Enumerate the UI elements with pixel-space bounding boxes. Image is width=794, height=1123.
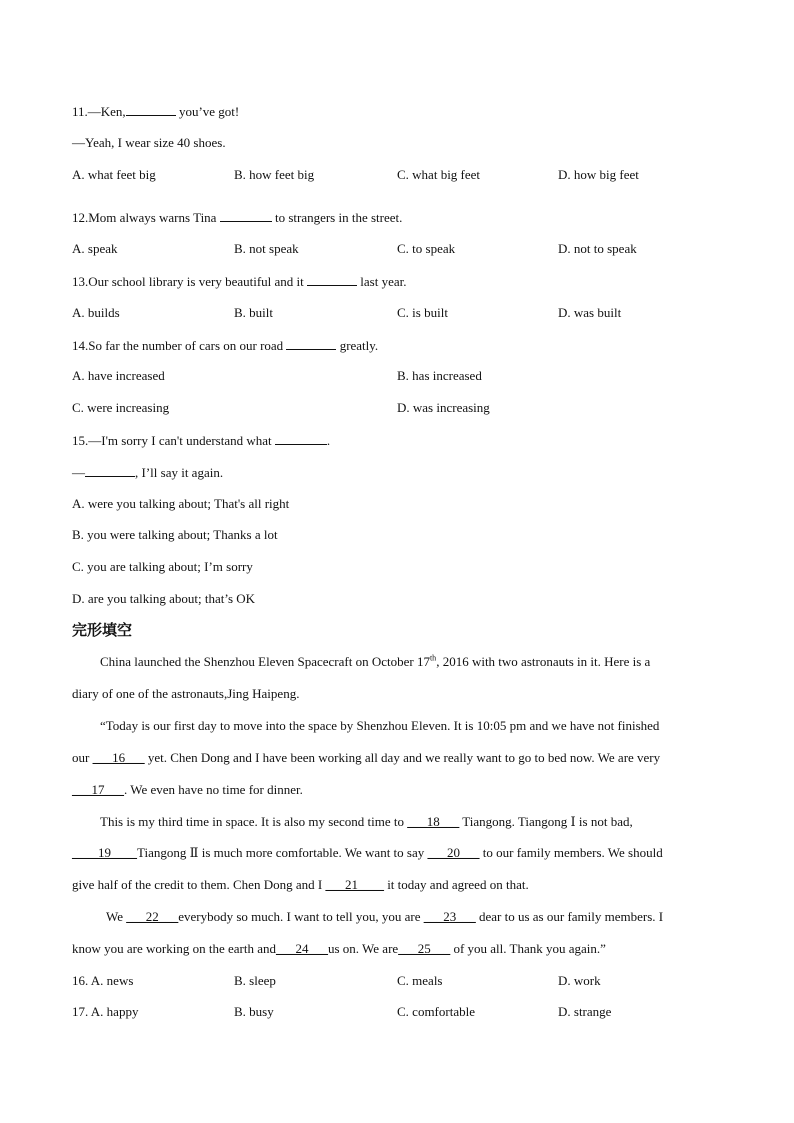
q15-stem: 15.—I'm sorry I can't understand what . xyxy=(72,433,331,448)
q13-option-b[interactable]: B. built xyxy=(234,305,274,320)
q12-option-d[interactable]: D. not to speak xyxy=(558,241,637,256)
q15-reply: — , I’ll say it again. xyxy=(72,465,224,480)
q14-option-a[interactable]: A. have increased xyxy=(72,368,165,383)
q17-option-d[interactable]: D. strange xyxy=(558,1004,612,1019)
blank-21: ___21____ xyxy=(325,877,384,892)
q15-option-b[interactable]: B. you were talking about; Thanks a lot xyxy=(72,527,278,542)
passage-line: This is my third time in space. It is also my second time to ___18___ Tiangong. Tiangong Ⅰ is not bad, xyxy=(100,814,633,829)
q14-option-b[interactable]: B. has increased xyxy=(397,368,482,383)
blank-22: ___22___ xyxy=(126,909,179,924)
passage-line: diary of one of the astronauts,Jing Haipeng. xyxy=(72,686,300,701)
blank-25: ___25___ xyxy=(398,941,451,956)
q11-stem: 11.—Ken, you’ve got! xyxy=(72,104,240,119)
passage-line: ___17___. We even have no time for dinner. xyxy=(72,782,303,797)
q13-option-a[interactable]: A. builds xyxy=(72,305,120,320)
q13-option-c[interactable]: C. is built xyxy=(397,305,448,320)
q11-option-a[interactable]: A. what feet big xyxy=(72,167,156,182)
blank-16: ___16___ xyxy=(92,750,145,765)
q17-option-c[interactable]: C. comfortable xyxy=(397,1004,475,1019)
q17-option-a[interactable]: 17. A. happy xyxy=(72,1004,139,1019)
passage-line: “Today is our first day to move into the space by Shenzhou Eleven. It is 10:05 pm and we have not finished xyxy=(100,718,660,733)
q11-reply: —Yeah, I wear size 40 shoes. xyxy=(72,135,226,150)
q14-option-c[interactable]: C. were increasing xyxy=(72,400,170,415)
blank-19: ____19____ xyxy=(72,845,137,860)
passage-line: know you are working on the earth and___24___us on. We are___25___ of you all. Thank you again.” xyxy=(72,941,606,956)
q14-option-d[interactable]: D. was increasing xyxy=(397,400,490,415)
passage-line: our ___16___ yet. Chen Dong and I have been working all day and we really want to go to bed now. We are very xyxy=(72,750,661,765)
blank-20: ___20___ xyxy=(427,845,480,860)
q13-stem: 13.Our school library is very beautiful and it last year. xyxy=(72,274,407,289)
q12-option-a[interactable]: A. speak xyxy=(72,241,118,256)
blank-23: ___23___ xyxy=(423,909,476,924)
q16-option-a[interactable]: 16. A. news xyxy=(72,973,134,988)
q11-option-c[interactable]: C. what big feet xyxy=(397,167,481,182)
q13-option-d[interactable]: D. was built xyxy=(558,305,622,320)
passage-line: China launched the Shenzhou Eleven Spacecraft on October 17th, 2016 with two astronauts in it. Here is a xyxy=(100,653,651,669)
passage-line: give half of the credit to them. Chen Dong and I ___21____ it today and agreed on that. xyxy=(72,877,529,892)
q16-option-b[interactable]: B. sleep xyxy=(234,973,276,988)
q12-option-c[interactable]: C. to speak xyxy=(397,241,456,256)
blank-24: ___24___ xyxy=(275,941,328,956)
q16-option-c[interactable]: C. meals xyxy=(397,973,443,988)
passage-line: We ___22___everybody so much. I want to tell you, you are ___23___ dear to us as our family members. I xyxy=(106,909,664,924)
q15-option-a[interactable]: A. were you talking about; That's all right xyxy=(72,496,290,511)
passage-line: ____19____Tiangong Ⅱ is much more comfortable. We want to say ___20___ to our family members. We should xyxy=(72,845,663,860)
blank-18: ___18___ xyxy=(407,814,460,829)
q15-option-c[interactable]: C. you are talking about; I’m sorry xyxy=(72,559,253,574)
q16-option-d[interactable]: D. work xyxy=(558,973,601,988)
q15-option-d[interactable]: D. are you talking about; that’s OK xyxy=(72,591,256,606)
q12-option-b[interactable]: B. not speak xyxy=(234,241,299,256)
q11-option-b[interactable]: B. how feet big xyxy=(234,167,315,182)
q14-stem: 14.So far the number of cars on our road greatly. xyxy=(72,338,379,353)
q17-option-b[interactable]: B. busy xyxy=(234,1004,274,1019)
q12-stem: 12.Mom always warns Tina to strangers in the street. xyxy=(72,210,403,225)
blank-17: ___17___ xyxy=(72,782,124,797)
section-title: 完形填空 xyxy=(72,621,133,639)
q11-option-d[interactable]: D. how big feet xyxy=(558,167,639,182)
